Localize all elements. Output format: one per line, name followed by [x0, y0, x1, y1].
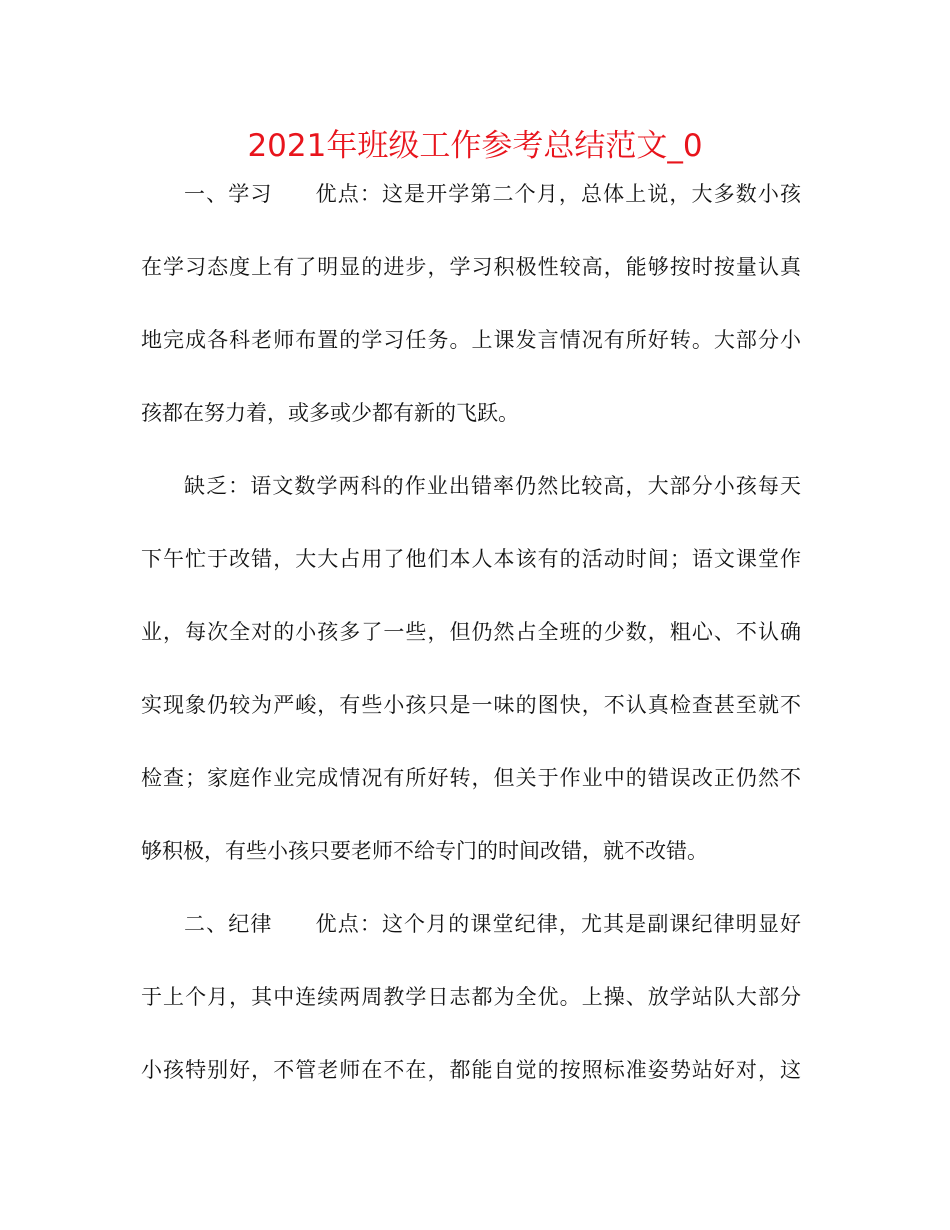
- section-heading: 二、纪律: [184, 912, 273, 936]
- paragraph-line: 在学习态度上有了明显的进步，学习积极性较高，能够按时按量认真: [141, 255, 801, 279]
- paragraph-line: 于上个月，其中连续两周教学日志都为全优。上操、放学站队大部分: [141, 985, 801, 1009]
- paragraph-line: 下午忙于改错，大大占用了他们本人本该有的活动时间；语文课堂作: [141, 547, 801, 571]
- section-label: 优点：: [314, 182, 382, 206]
- line-text: 这个月的课堂纪律，尤其是副课纪律明显好: [381, 912, 802, 936]
- paragraph-line: 孩都在努力着，或多或少都有新的飞跃。: [141, 401, 519, 425]
- section-label: 优点：: [314, 912, 382, 936]
- paragraph-line: [141, 172, 801, 245]
- paragraph-line: 地完成各科老师布置的学习任务。上课发言情况有所好转。大部分小: [141, 328, 801, 352]
- paragraph-line: [141, 902, 801, 975]
- paragraph-line: 检查；家庭作业完成情况有所好转，但关于作业中的错误改正仍然不: [141, 766, 801, 790]
- paragraph-line: [141, 464, 801, 537]
- section-study-strengths: [141, 172, 801, 464]
- paragraph-line: 够积极，有些小孩只要老师不给专门的时间改错，就不改错。: [141, 839, 708, 863]
- paragraph-line: 实现象仍较为严峻，有些小孩只是一味的图快，不认真检查甚至就不: [141, 693, 801, 717]
- paragraph-line: 业，每次全对的小孩多了一些，但仍然占全班的少数，粗心、不认确: [141, 620, 801, 644]
- line-text: 语文数学两科的作业出错率仍然比较高，大部分小孩每天: [250, 474, 802, 498]
- line-text: 这是开学第二个月，总体上说，大多数小孩: [381, 182, 802, 206]
- document-title: 2021年班级工作参考总结范文_0: [247, 128, 703, 164]
- section-label: 缺乏：: [184, 474, 251, 498]
- section-discipline-strengths: [141, 902, 801, 1121]
- section-heading: 一、学习: [184, 182, 273, 206]
- paragraph-line: 小孩特别好，不管老师在不在，都能自觉的按照标准姿势站好对，这: [141, 1058, 801, 1082]
- document-body: [141, 172, 801, 1121]
- section-study-weaknesses: [141, 464, 801, 902]
